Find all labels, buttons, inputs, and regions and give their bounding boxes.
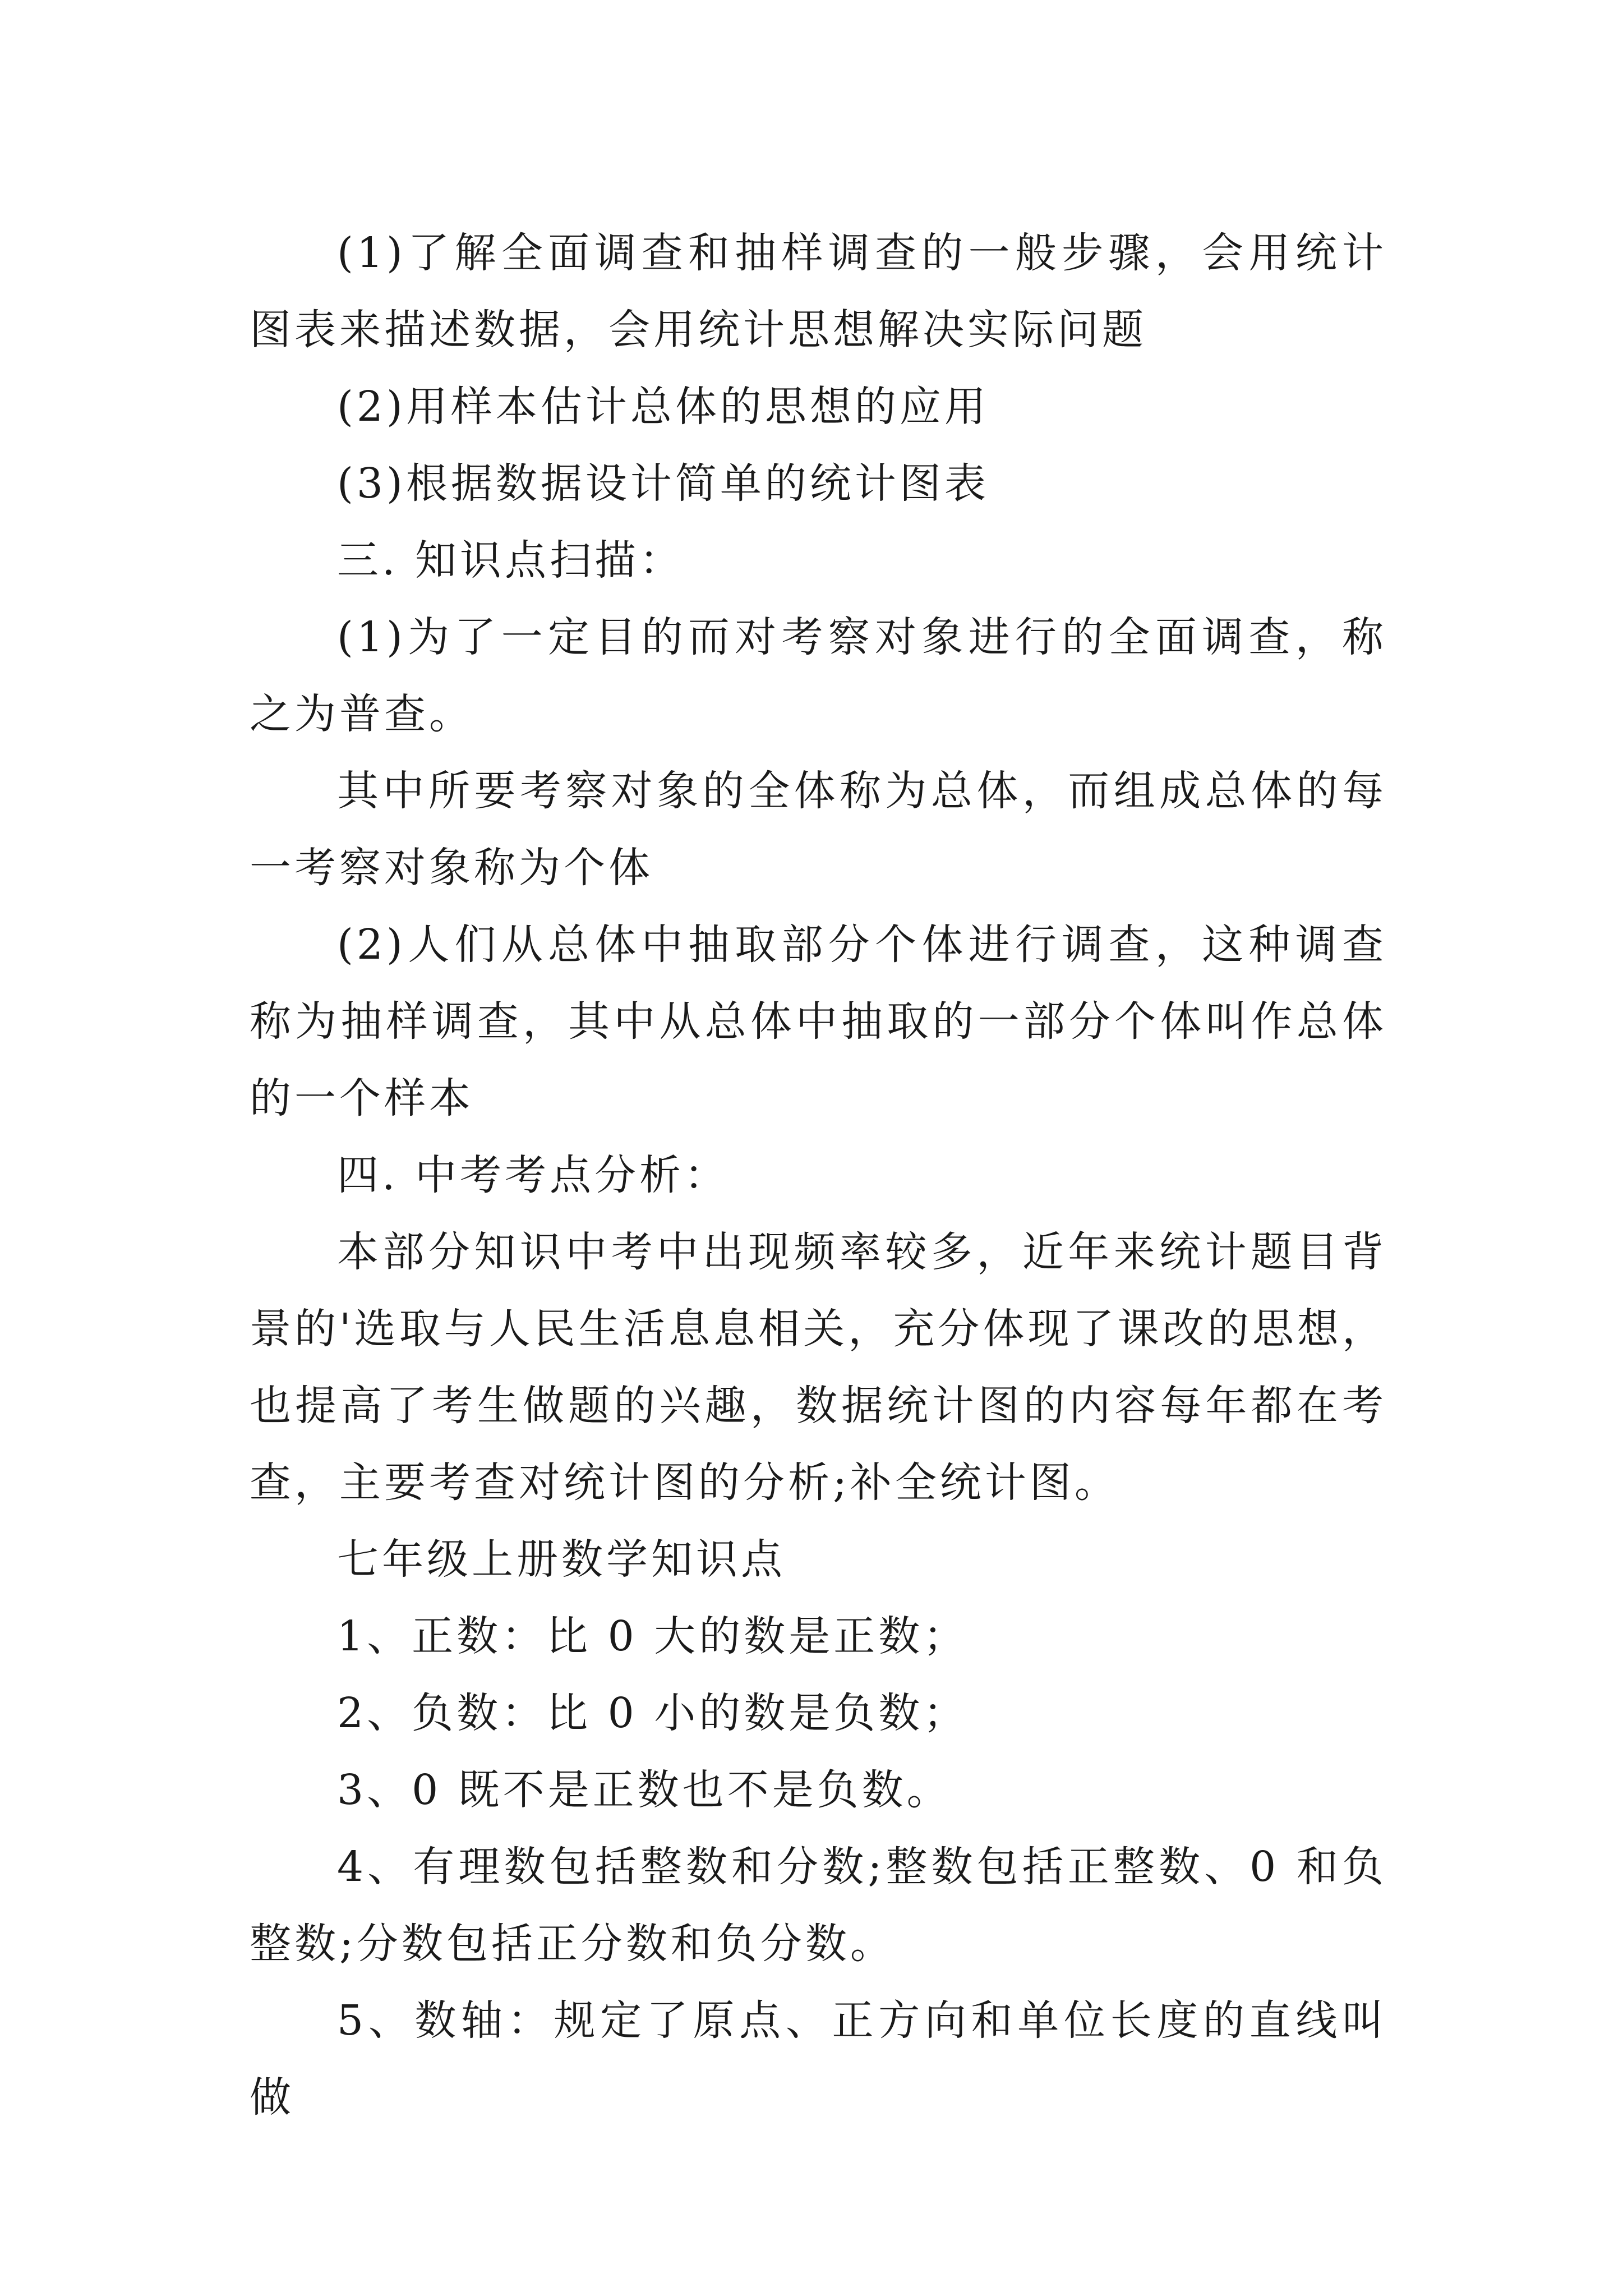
- section-heading-grade7-math: 七年级上册数学知识点: [337, 1535, 786, 1584]
- list-item-number-line: 5、数轴：规定了原点、正方向和单位长度的直线叫做: [250, 1996, 1387, 2122]
- list-item-negative-numbers: 2、负数：比 0 小的数是负数；: [337, 1689, 969, 1737]
- list-item-zero: 3、0 既不是正数也不是负数。: [337, 1766, 952, 1814]
- document-body: [250, 215, 1387, 2136]
- paragraph-sampling-survey: (2)人们从总体中抽取部分个体进行调查，这种调查称为抽样调查，其中从总体中抽取的一部分个体叫作总体的一个样本: [250, 921, 1387, 1122]
- paragraph-objective-2: (2)用样本估计总体的思想的应用: [337, 383, 989, 431]
- section-heading-knowledge-scan: 三. 知识点扫描：: [337, 536, 685, 585]
- paragraph-exam-analysis: 本部分知识中考中出现频率较多，近年来统计题目背景的'选取与人民生活息息相关，充分体现了课改的思想，也提高了考生做题的兴趣，数据统计图的内容每年都在考查，主要考查对统计图的分析;补全统计图。: [250, 1228, 1387, 1507]
- paragraph-census: (1)为了一定目的而对考察对象进行的全面调查，称之为普查。: [250, 613, 1387, 738]
- section-heading-exam-analysis: 四. 中考考点分析：: [337, 1151, 730, 1199]
- list-item-positive-numbers: 1、正数：比 0 大的数是正数；: [337, 1612, 969, 1660]
- paragraph-population-individual: 其中所要考察对象的全体称为总体，而组成总体的每一考察对象称为个体: [250, 767, 1387, 892]
- paragraph-objective-3: (3)根据数据设计简单的统计图表: [337, 459, 989, 508]
- list-item-rational-numbers: 4、有理数包括整数和分数;整数包括正整数、0 和负整数;分数包括正分数和负分数。: [250, 1843, 1387, 1968]
- paragraph-objective-1: (1)了解全面调查和抽样调查的一般步骤，会用统计图表来描述数据，会用统计思想解决实际问题: [250, 229, 1387, 354]
